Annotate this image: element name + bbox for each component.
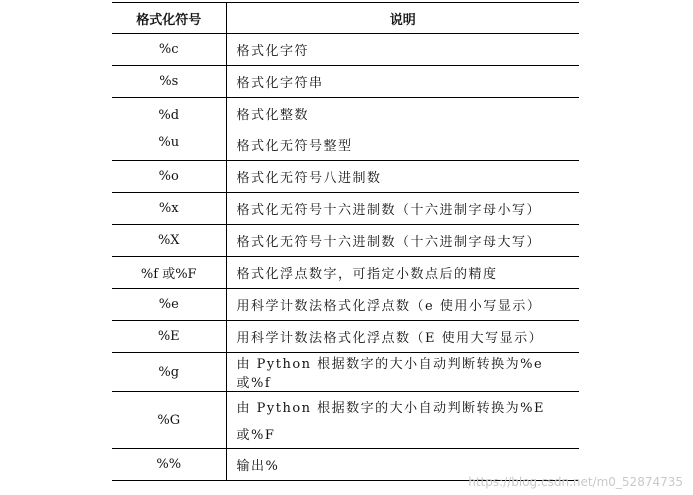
- format-code: %E: [112, 321, 226, 353]
- format-code: %d: [158, 108, 180, 123]
- table-header-row: [112, 3, 579, 34]
- format-code: %o: [112, 161, 226, 193]
- format-description: 格式化字符: [226, 34, 579, 66]
- format-code: %c: [112, 34, 226, 66]
- format-description-cell: [226, 98, 579, 161]
- format-code: %%: [112, 449, 226, 481]
- format-description: 或%F: [236, 428, 276, 443]
- table-row: [112, 34, 579, 66]
- table-row: [112, 193, 579, 225]
- format-code: %X: [112, 225, 226, 257]
- format-code: %e: [112, 289, 226, 321]
- table-row: [112, 161, 579, 193]
- table-row: [112, 353, 579, 392]
- table-row: [112, 257, 579, 289]
- format-description: 格式化无符号八进制数: [226, 161, 579, 193]
- format-description: 输出%: [226, 449, 579, 481]
- watermark-url: https://blog.csdn.net/m0_52874735: [468, 475, 683, 489]
- format-description: 格式化无符号十六进制数（十六进制字母小写）: [226, 193, 579, 225]
- header-description: 说明: [226, 3, 579, 34]
- format-code-cell: [112, 98, 226, 161]
- table-row: [112, 225, 579, 257]
- table-row: [112, 98, 579, 161]
- table-row: [112, 289, 579, 321]
- format-symbol-table: [112, 2, 579, 481]
- header-format-symbol: 格式化符号: [112, 3, 226, 34]
- format-code: %g: [112, 353, 226, 392]
- format-code: %f 或%F: [112, 257, 226, 289]
- format-description: 用科学计数法格式化浮点数（e 使用小写显示）: [226, 289, 579, 321]
- format-description: 由 Python 根据数字的大小自动判断转换为%e 或%f: [226, 353, 579, 392]
- table-row: [112, 66, 579, 98]
- format-code: %G: [112, 392, 226, 449]
- format-description: 格式化浮点数字，可指定小数点后的精度: [226, 257, 579, 289]
- format-description: 格式化无符号整型: [236, 139, 353, 154]
- format-description: 格式化字符串: [226, 66, 579, 98]
- format-description: 由 Python 根据数字的大小自动判断转换为%E: [236, 401, 545, 416]
- format-description: 用科学计数法格式化浮点数（E 使用大写显示）: [226, 321, 579, 353]
- format-description-cell: [226, 392, 579, 449]
- table-row: [112, 321, 579, 353]
- format-code: %s: [112, 66, 226, 98]
- format-description: 格式化整数: [236, 108, 310, 123]
- table-row: [112, 392, 579, 449]
- format-code: %u: [158, 135, 180, 150]
- format-description: 格式化无符号十六进制数（十六进制字母大写）: [226, 225, 579, 257]
- format-code: %x: [112, 193, 226, 225]
